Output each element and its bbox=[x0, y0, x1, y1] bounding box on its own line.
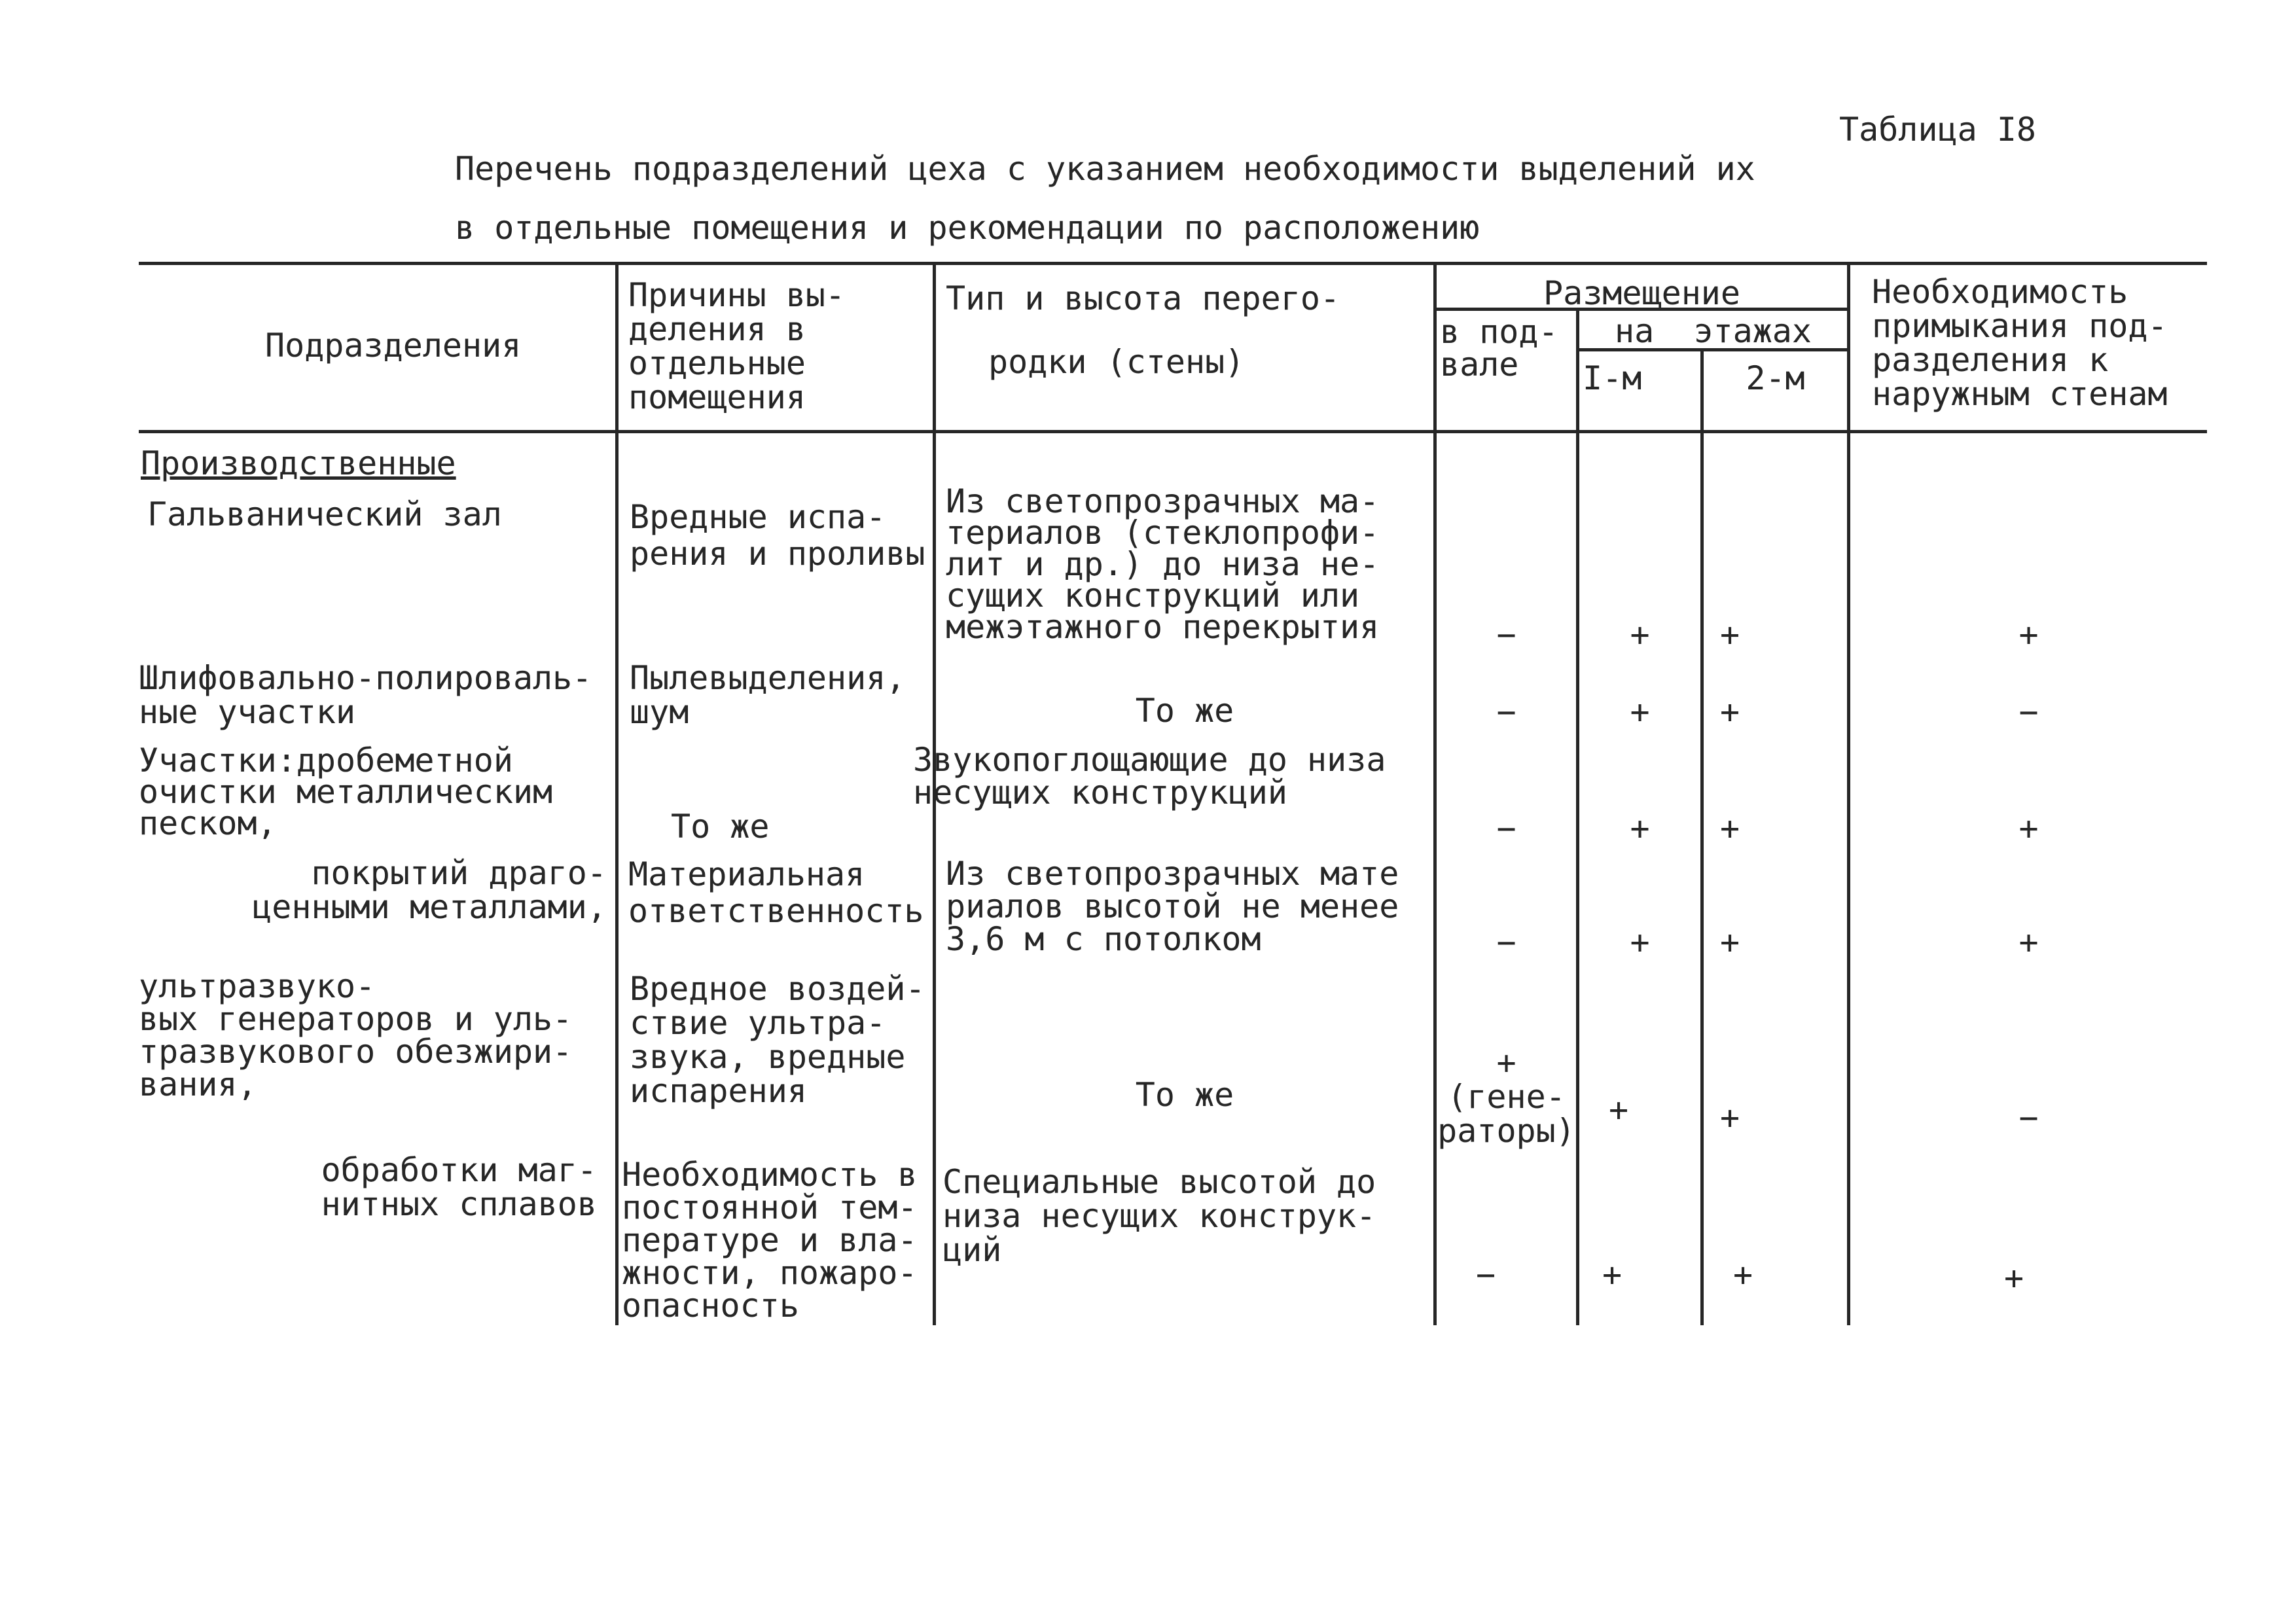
table-title-line-1: Перечень подразделений цеха с указанием необходимости выделений их bbox=[455, 150, 1755, 188]
row-3-adjacency: + bbox=[2018, 810, 2039, 847]
row-1-partition: Из светопрозрачных ма- териалов (стеклопрофи- лит и др.) до низа не- сущих конструкций или межэтажного перекрытия bbox=[946, 482, 1380, 646]
header-reasons: Причины вы- деления в отдельные помещения bbox=[628, 276, 846, 416]
row-6-reason: Необходимость в постоянной тем- пературе и вла- жности, пожаро- опасность bbox=[622, 1156, 918, 1325]
row-1-floor-2: + bbox=[1719, 616, 1740, 654]
row-6-division: обработки маг- нитных сплавов bbox=[321, 1151, 597, 1223]
header-floors: на этажах bbox=[1614, 312, 1812, 350]
column-divider-1 bbox=[615, 262, 619, 1325]
row-4-partition: Из светопрозрачных мате риалов высотой не менее 3,6 м с потолком bbox=[946, 855, 1399, 958]
column-divider-3 bbox=[1433, 262, 1437, 1325]
row-2-reason: Пылевыделения, шум bbox=[630, 659, 906, 731]
row-6-floor-2: + bbox=[1732, 1256, 1753, 1294]
header-partition-line-2: родки (стены) bbox=[988, 343, 1245, 381]
row-5-division: ультразвуко- вых генераторов и уль- тразвукового обезжири- вания, bbox=[139, 967, 573, 1103]
row-4-reason: Материальная ответственность bbox=[628, 855, 924, 930]
row-4-basement: − bbox=[1496, 923, 1516, 961]
row-1-reason: Вредные испа- рения и проливы bbox=[630, 498, 925, 573]
section-label: Производственные bbox=[141, 444, 456, 482]
row-2-division: Шлифовально-полироваль- ные участки bbox=[139, 659, 592, 731]
row-1-basement: − bbox=[1496, 616, 1516, 654]
table-label: Таблица I8 bbox=[1839, 111, 2037, 149]
header-basement: в под- вале bbox=[1440, 313, 1558, 383]
row-5-floor-1: + bbox=[1608, 1091, 1629, 1129]
row-1-adjacency: + bbox=[2018, 616, 2039, 654]
header-floor-2: 2-м bbox=[1746, 359, 1805, 397]
row-3-division: Участки:дробеметной очистки металлическим песком, bbox=[139, 741, 553, 842]
row-5-floor-2: + bbox=[1719, 1099, 1740, 1137]
row-5-adjacency: − bbox=[2018, 1099, 2039, 1137]
row-2-adjacency: − bbox=[2018, 693, 2039, 731]
header-floor-1: I-м bbox=[1583, 359, 1642, 397]
row-2-floor-2: + bbox=[1719, 693, 1740, 731]
row-2-partition: То же bbox=[1135, 692, 1234, 730]
row-2-floor-1: + bbox=[1630, 693, 1650, 731]
row-6-floor-1: + bbox=[1602, 1256, 1623, 1294]
header-bottom-rule bbox=[139, 430, 2207, 433]
column-divider-6 bbox=[1847, 262, 1850, 1325]
row-6-basement: − bbox=[1475, 1256, 1496, 1294]
row-1-division: Гальванический зал bbox=[147, 495, 502, 533]
row-1-floor-1: + bbox=[1630, 616, 1650, 654]
row-3-floor-2: + bbox=[1719, 810, 1740, 847]
row-5-reason: Вредное воздей- ствие ультра- звука, вредные испарения bbox=[630, 970, 925, 1110]
row-3-floor-1: + bbox=[1630, 810, 1650, 847]
row-4-floor-1: + bbox=[1630, 923, 1650, 961]
row-3-reason: То же bbox=[671, 808, 770, 846]
row-5-partition: То же bbox=[1135, 1076, 1234, 1114]
row-5-basement: + (генe- раторы) bbox=[1437, 1044, 1575, 1150]
table-top-rule bbox=[139, 262, 2207, 265]
row-4-division: покрытий драго- ценными металлами, bbox=[252, 854, 607, 926]
row-4-floor-2: + bbox=[1719, 923, 1740, 961]
row-3-basement: − bbox=[1496, 810, 1516, 847]
header-adjacency: Необходимость примыкания под- разделения к наружным стенам bbox=[1872, 273, 2168, 413]
header-divisions: Подразделения bbox=[265, 327, 522, 365]
row-4-adjacency: + bbox=[2018, 923, 2039, 961]
row-2-basement: − bbox=[1496, 693, 1516, 731]
row-6-adjacency: + bbox=[2003, 1259, 2024, 1297]
table-title-line-2: в отдельные помещения и рекомендации по расположению bbox=[455, 209, 1480, 247]
header-placement: Размещение bbox=[1543, 274, 1741, 312]
row-3-partition: Звукопоглощающие до низа несущих конструкций bbox=[913, 741, 1386, 812]
header-partition-line-1: Тип и высота перего- bbox=[946, 279, 1340, 317]
row-6-partition: Специальные высотой до низа несущих конструк- ций bbox=[942, 1163, 1376, 1269]
